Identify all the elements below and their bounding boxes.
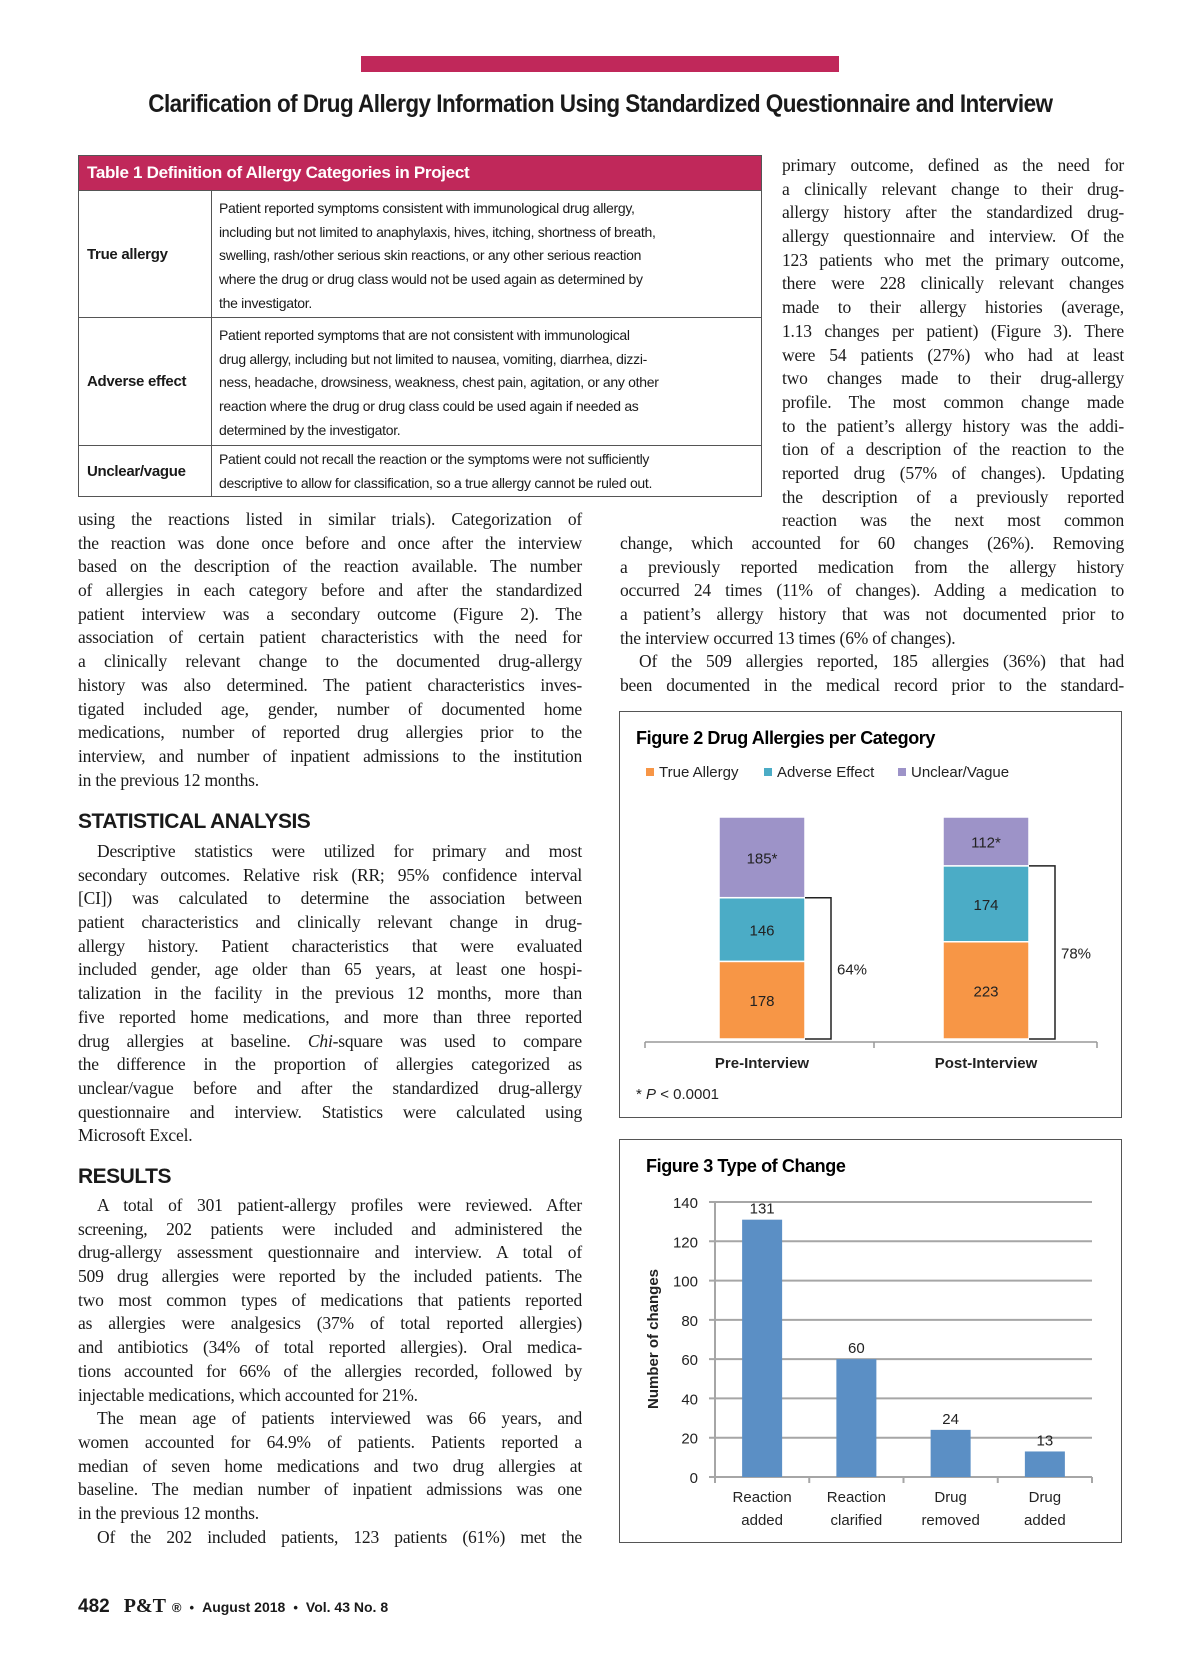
y-tick-label: 120 [672,1234,698,1252]
bar [931,1430,971,1477]
bar [742,1220,782,1477]
chart-title: Figure 2 Drug Allergies per Category [636,728,936,748]
row-label: Unclear/vague [79,446,212,497]
legend-label: Unclear/Vague [911,764,1010,781]
category-label: Pre-Interview [714,1055,810,1072]
page-number: 482 [78,1596,110,1617]
journal-name: P&T [123,1595,166,1617]
text-line: association of certain patient characteristics with the need for [78,627,582,648]
text-line: allergy questionnaire and interview. Of the [782,226,1124,247]
text-line: change, which accounted for 60 changes (26%). Removing [620,533,1124,553]
bracket [805,898,831,1039]
bar [836,1359,876,1477]
description-line: Patient could not recall the reaction or the symptoms were not sufficiently [219,451,650,467]
text-line: made to their allergy histories (average, [782,297,1124,318]
description-line: including but not limited to anaphylaxis, hives, itching, shortness of breath, [219,223,656,240]
chart-title: Figure 3 Type of Change [646,1156,846,1176]
text-line: reported drug (57% of changes). Updating [782,462,1124,483]
text-line: to the patient’s allergy history was the addi- [782,415,1124,436]
legend-swatch [646,768,654,776]
article-title: Clarification of Drug Allergy Information Using Standardized Questionnaire and Interview [147,90,1053,118]
text-line: of allergies in each category before and after the standardized [78,580,582,601]
intro-text [78,508,582,792]
article-title-wrap [0,90,1200,119]
description-line: reaction where the drug or drug class could be used again if needed as [219,398,639,415]
statistical-analysis-text [78,840,582,1148]
row-label: Adverse effect [79,318,212,445]
legend-label: Adverse Effect [777,764,875,781]
bar-value-label: 24 [942,1410,959,1428]
row-description [219,324,659,443]
description-line: descriptive to allow for classification, so a true allergy cannot be ruled out. [219,474,653,491]
text-line: interview, and number of inpatient admissions to the institution [78,745,582,766]
results-text [78,1194,582,1549]
page-footer [78,1595,388,1618]
text-line: tions accounted for 66% of the allergies recorded, followed by [78,1360,582,1381]
category-label: Drug [1028,1489,1062,1506]
bar-value-label: 60 [848,1340,865,1358]
text-line: medications, number of reported drug allergies prior to the [78,722,582,743]
text-line: using the reactions listed in similar trials). Categorization of [78,509,582,529]
text-line: in the previous 12 months. [78,1502,259,1523]
footnote-value: < 0.0001 [656,1086,720,1103]
text-line: A total of 301 patient-allergy profiles were reviewed. After [97,1195,582,1215]
footnote-p: P [646,1086,657,1103]
table-row [79,190,761,317]
text-line: based on the description of the reaction available. The number [78,556,582,577]
text-line: Microsoft Excel. [78,1125,193,1146]
text-line: Descriptive statistics were utilized for primary and most [97,841,582,861]
text-line: two most common types of medications that patients reported [78,1289,582,1310]
description-line: the investigator. [219,294,312,311]
category-label: clarified [830,1512,883,1529]
text-line: tigated included age, gender, number of documented home [78,698,582,719]
text-line: two changes made to their drug-allergy [782,368,1124,389]
legend-swatch [764,768,772,776]
footnote-asterisk: * [636,1086,647,1103]
text-line: a clinically relevant change to their drug- [782,178,1124,199]
text-line: a patient’s allergy history that was not documented prior to [620,604,1124,625]
text-line: and antibiotics (34% of total reported allergies). Oral medica- [78,1337,582,1358]
right-column-text [620,532,1124,698]
legend-swatch [898,768,906,776]
bar-value-label: 13 [1036,1432,1054,1450]
row-description [219,197,656,316]
registered-mark: ® [171,1600,182,1615]
text-line: injectable medications, which accounted for 21%. [78,1384,418,1405]
y-tick-label: 20 [681,1430,698,1448]
header-accent-bar [361,56,839,72]
text-line: occurred 24 times (11% of changes). Adding a medication to [620,580,1124,601]
text-line: the difference in the proportion of allergies categorized as [78,1054,582,1075]
table-row [79,445,761,497]
text-line: talization in the facility in the previous 12 months, more than [78,983,582,1004]
text-line: included gender, age older than 65 years, at least one hospi- [78,959,582,980]
description-line: ness, headache, drowsiness, weakness, chest pain, agitation, or any other [219,374,659,391]
category-label: Reaction [826,1489,886,1506]
bar-value-label: 146 [749,922,775,940]
text-line: unclear/vague before and after the standardized drug-allergy [78,1077,582,1098]
text-line: tion of a description of the reaction to the [782,439,1124,460]
text-line: median of seven home medications and two drug allergies at [78,1455,582,1476]
results-heading: RESULTS [78,1165,171,1188]
category-label: Drug [934,1489,967,1506]
y-axis-label: Number of changes [645,1268,662,1410]
bar-value-label: 178 [749,993,775,1011]
text-line: been documented in the medical record prior to the standard- [620,675,1124,696]
text-line: questionnaire and interview. Statistics were calculated using [78,1101,582,1122]
text-line: a previously reported medication from the allergy history [620,556,1124,577]
text-line: [CI]) was calculated to determine the association between [78,888,582,909]
text-line: 123 patients who met the primary outcome, [782,249,1124,270]
table-1 [78,155,762,497]
figure-3-chart [620,1140,1123,1544]
category-label: added [741,1512,783,1529]
y-tick-label: 100 [672,1273,698,1291]
bracket [1029,866,1055,1039]
description-line: determined by the investigator. [219,421,401,438]
category-label: added [1024,1512,1066,1529]
text-line: allergy history after the standardized drug- [782,202,1124,223]
text-line: were 54 patients (27%) who had at least [782,344,1124,365]
issue-date: August 2018 [202,1599,286,1615]
y-tick-label: 140 [672,1195,698,1212]
description-line: swelling, rash/other serious skin reactions, or any other serious reaction [219,247,642,264]
right-column-top-text [782,154,1124,533]
bar-value-label: 174 [973,896,999,914]
text-line: reaction was the next most common [782,510,1124,531]
y-tick-label: 60 [681,1352,698,1370]
text-line: the description of a previously reported [782,486,1124,507]
statistical-analysis-heading: STATISTICAL ANALYSIS [78,810,311,833]
text-line: 509 drug allergies were reported by the included patients. The [78,1266,582,1287]
bar-value-label: 223 [973,983,999,1001]
row-label: True allergy [79,191,212,317]
text-line: allergy history. Patient characteristics that were evaluated [78,935,582,956]
text-line: patient characteristics and clinically relevant change in drug- [78,912,582,933]
text-line: five reported home medications, and more than three reported [78,1006,582,1027]
bar-value-label: 185* [746,850,778,868]
volume-number: Vol. 43 No. 8 [305,1599,389,1615]
category-label: Reaction [732,1489,792,1506]
text-line: patient interview was a secondary outcome (Figure 2). The [78,603,582,624]
text-line: drug-allergy assessment questionnaire and interview. A total of [78,1242,582,1263]
bar [1025,1451,1065,1477]
text-line: baseline. The median number of inpatient admissions was one [78,1479,582,1500]
description-line: Patient reported symptoms that are not consistent with immunological [219,327,630,343]
text-line: Of the 509 allergies reported, 185 allergies (36%) that had [639,651,1124,672]
y-tick-label: 0 [689,1470,698,1487]
text-line: a clinically relevant change to the documented drug-allergy [78,651,582,672]
text-line: Of the 202 included patients, 123 patients (61%) met the [97,1526,582,1547]
text-line: primary outcome, defined as the need for [782,155,1124,175]
bar-value-label: 131 [749,1200,775,1218]
text-line: there were 228 clinically relevant changes [782,273,1124,294]
description-line: drug allergy, including but not limited to nausea, vomiting, diarrhea, dizzi- [219,350,647,367]
y-tick-label: 40 [681,1391,698,1409]
category-label: removed [921,1512,980,1529]
text-line: 1.13 changes per patient) (Figure 3). There [782,320,1124,341]
separator: • [189,1600,195,1615]
legend-label: True Allergy [659,764,739,781]
bracket-label: 64% [837,961,868,979]
text-line: women accounted for 64.9% of patients. Patients reported a [78,1431,582,1452]
text-line: The mean age of patients interviewed was 66 years, and [97,1408,582,1429]
text-line: in the previous 12 months. [78,769,259,790]
separator: • [293,1600,298,1615]
figure-2 [619,711,1122,1118]
y-tick-label: 80 [681,1312,698,1330]
text-line: the reaction was done once before and once after the interview [78,532,582,553]
text-line: profile. The most common change made [782,391,1124,412]
description-line: where the drug or drug class would not be used again as determined by [219,271,643,288]
figure-3 [619,1139,1122,1543]
row-description [219,448,652,495]
bar-value-label: 112* [971,834,1001,852]
text-line: as allergies were analgesics (37% of total reported allergies) [78,1313,582,1334]
description-line: Patient reported symptoms consistent with immunological drug allergy, [219,200,635,216]
category-label: Post-Interview [934,1055,1038,1072]
text-line: secondary outcomes. Relative risk (RR; 95% confidence interval [78,864,582,885]
text-line: history was also determined. The patient characteristics inves- [78,674,582,695]
figure-2-chart [620,712,1123,1119]
text-line: the interview occurred 13 times (6% of changes). [620,627,956,648]
text-line: drug allergies at baseline. Chi-square was used to compare [78,1030,582,1051]
table-row [79,317,761,445]
text-line: screening, 202 patients were included and administered the [78,1218,582,1239]
footnote [636,1086,719,1103]
table-title: Table 1 Definition of Allergy Categories in Project [79,156,761,190]
bracket-label: 78% [1061,945,1092,963]
